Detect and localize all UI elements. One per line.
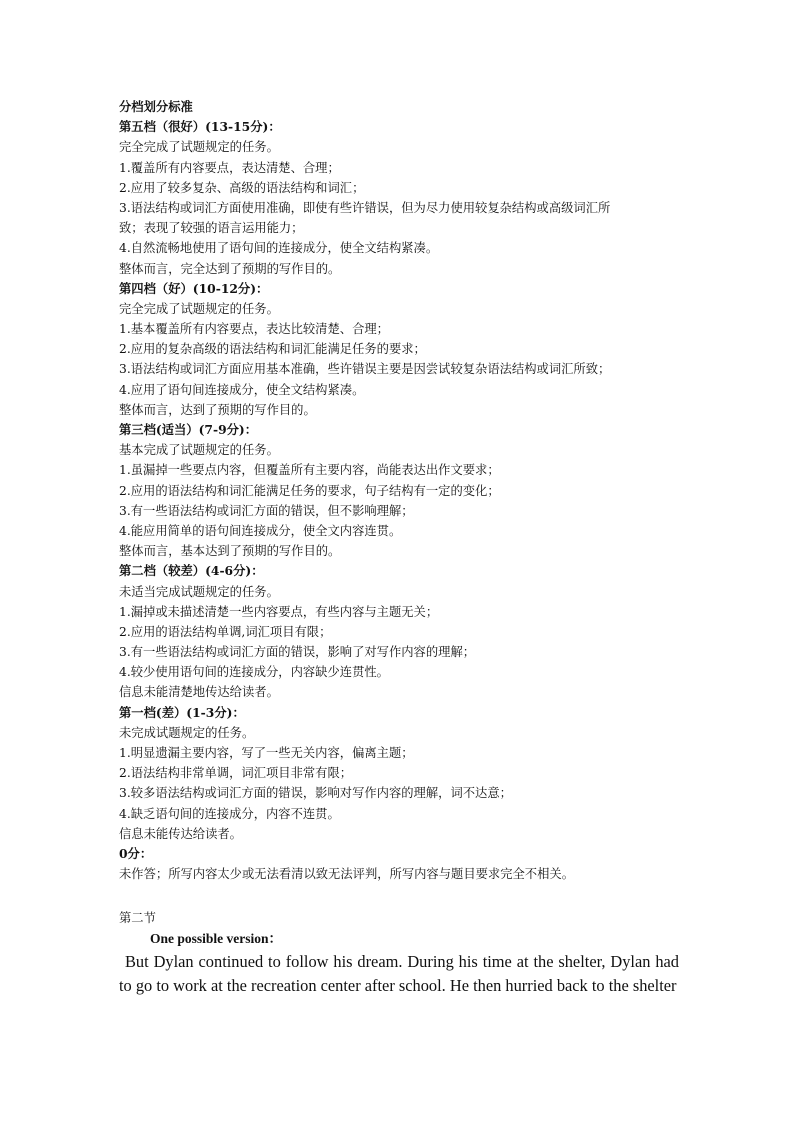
band-item: 2.应用的复杂高级的语法结构和词汇能满足任务的要求； (119, 342, 426, 357)
band-item: 3.较多语法结构或词汇方面的错误，影响对写作内容的理解，词不达意； (119, 786, 512, 801)
band-2 (119, 561, 679, 702)
band-4 (119, 279, 679, 420)
band-item: 3.语法结构或词汇方面应用基本准确，些许错误主要是因尝试较复杂语法结构或词汇所致； (119, 362, 611, 377)
band-title: 第三档(适当）(7-9分)： (119, 422, 258, 437)
band-item: 3.有一些语法结构或词汇方面的错误，但不影响理解； (119, 503, 414, 518)
band-item: 1.覆盖所有内容要点，表达清楚、合理； (119, 160, 340, 175)
band-item: 2.应用的语法结构单调,词汇项目有限； (119, 624, 332, 639)
band-item: 3.有一些语法结构或词汇方面的错误，影响了对写作内容的理解； (119, 645, 476, 660)
band-item: 4.自然流畅地使用了语句间的连接成分，使全文结构紧凑。 (119, 241, 439, 256)
band-item: 3.语法结构或词汇方面使用准确，即使有些许错误，但为尽力使用较复杂结构或高级词汇所 (119, 200, 611, 215)
section-two (119, 908, 679, 997)
band-item: 4.缺乏语句间的连接成分，内容不连贯。 (119, 806, 340, 821)
document-page (119, 97, 679, 997)
band-item: 致；表现了较强的语言运用能力； (119, 221, 304, 236)
band-1 (119, 703, 679, 844)
section-spacer (119, 884, 679, 908)
band-item: 2.应用的语法结构和词汇能满足任务的要求，句子结构有一定的变化； (119, 483, 500, 498)
band-0 (119, 844, 679, 884)
band-title: 0分： (119, 845, 153, 861)
band-title: 第一档(差）(1-3分)： (119, 704, 245, 720)
band-title: 第五档（很好）(13-15分)： (119, 119, 281, 135)
band-conclusion: 整体而言，完全达到了预期的写作目的。 (119, 261, 341, 276)
band-item: 4.较少使用语句间的连接成分，内容缺少连贯性。 (119, 665, 389, 680)
band-item: 4.应用了语句间连接成分，使全文结构紧凑。 (119, 382, 365, 397)
band-3 (119, 420, 679, 561)
band-summary: 未适当完成试题规定的任务。 (119, 584, 279, 599)
scoring-rubric (119, 97, 679, 884)
band-conclusion: 信息未能传达给读者。 (119, 826, 242, 841)
band-item: 2.语法结构非常单调，词汇项目非常有限； (119, 766, 353, 781)
essay-paragraph: But Dylan continued to follow his dream. During his time at the shelter, Dylan had to go to work at the recreation center after school. He then hurried back to the shelter (119, 952, 679, 995)
rubric-heading: 分档划分标准 (119, 99, 193, 114)
band-summary: 未作答；所写内容太少或无法看清以致无法评判，所写内容与题目要求完全不相关。 (119, 867, 574, 882)
band-item: 2.应用了较多复杂、高级的语法结构和词汇； (119, 180, 365, 195)
band-title: 第二档（较差）(4-6分)： (119, 563, 264, 579)
band-5 (119, 117, 679, 279)
version-label: One possible version： (150, 931, 283, 947)
section-title: 第二节 (119, 911, 156, 926)
band-item: 1.漏掉或未描述清楚一些内容要点，有些内容与主题无关； (119, 604, 439, 619)
band-conclusion: 信息未能清楚地传达给读者。 (119, 685, 279, 700)
band-summary: 完全完成了试题规定的任务。 (119, 301, 279, 316)
band-summary: 基本完成了试题规定的任务。 (119, 443, 279, 458)
band-title: 第四档（好）(10-12分)： (119, 280, 269, 296)
band-item: 1.虽漏掉一些要点内容，但覆盖所有主要内容，尚能表达出作文要求； (119, 463, 500, 478)
band-summary: 完全完成了试题规定的任务。 (119, 140, 279, 155)
band-conclusion: 整体而言，基本达到了预期的写作目的。 (119, 544, 341, 559)
band-item: 1.明显遗漏主要内容，写了一些无关内容，偏离主题； (119, 746, 414, 760)
band-item: 1.基本覆盖所有内容要点，表达比较清楚、合理； (119, 322, 389, 337)
band-conclusion: 整体而言，达到了预期的写作目的。 (119, 402, 316, 417)
band-item: 4.能应用简单的语句间连接成分，使全文内容连贯。 (119, 523, 402, 538)
band-summary: 未完成试题规定的任务。 (119, 725, 255, 740)
